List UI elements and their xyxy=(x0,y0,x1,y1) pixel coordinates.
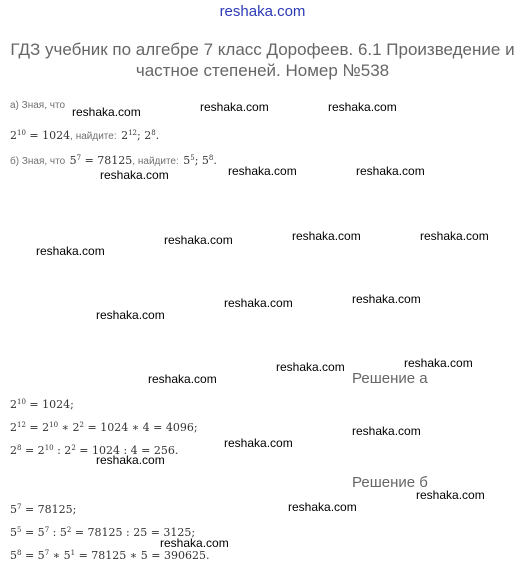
task-b-given: б) Зная, что $5^7 = 78125$, найдите: $5^5$; $5^8$. xyxy=(10,154,217,167)
solution-b-line-2: $5^5 = 5^7$ : $5^2 = 78125$ : 25 = 3125; xyxy=(10,526,196,539)
solution-b-heading: Решение б xyxy=(352,474,428,491)
watermark: reshaka.com xyxy=(292,229,361,243)
watermark: reshaka.com xyxy=(224,296,293,310)
watermark: reshaka.com xyxy=(96,308,165,322)
watermark: reshaka.com xyxy=(36,244,105,258)
solution-a-line-1: $2^{10} = 1024$; xyxy=(10,398,74,411)
task-a-given: $2^{10} = 1024$, найдите: $2^{12}$; $2^8$. xyxy=(10,129,160,142)
watermark: reshaka.com xyxy=(100,168,169,182)
watermark: reshaka.com xyxy=(276,360,345,374)
solution-a-line-2: $2^{12} = 2^{10}$ ∗ $2^2 = 1024$ ∗ 4 = 4096; xyxy=(10,421,198,434)
solution-b-line-1: $5^7 = 78125$; xyxy=(10,503,77,516)
watermark: reshaka.com xyxy=(160,536,229,550)
task-a-prefix: а) Зная, что xyxy=(10,100,66,111)
watermark: reshaka.com xyxy=(164,233,233,247)
solution-a-heading: Решение а xyxy=(352,370,428,387)
watermark: reshaka.com xyxy=(328,100,397,114)
site-brand-link[interactable]: reshaka.com xyxy=(219,3,306,20)
watermark: reshaka.com xyxy=(200,100,269,114)
watermark: reshaka.com xyxy=(404,356,473,370)
watermark: reshaka.com xyxy=(352,292,421,306)
watermark: reshaka.com xyxy=(288,500,357,514)
watermark: reshaka.com xyxy=(352,424,421,438)
watermark: reshaka.com xyxy=(420,229,489,243)
watermark: reshaka.com xyxy=(148,372,217,386)
solution-a-line-3: $2^8 = 2^{10}$ : $2^2 = 1024$ : 4 = 256. xyxy=(10,444,179,457)
watermark: reshaka.com xyxy=(224,436,293,450)
watermark: reshaka.com xyxy=(356,164,425,178)
watermark: reshaka.com xyxy=(96,453,165,467)
solution-b-line-3: $5^8 = 5^7$ ∗ $5^1 = 78125$ ∗ 5 = 390625. xyxy=(10,549,210,562)
watermark: reshaka.com xyxy=(72,105,141,119)
page-title: ГДЗ учебник по алгебре 7 класс Дорофеев. 6.1 Произведение и частное степеней. Номер №538 xyxy=(10,40,515,80)
watermark: reshaka.com xyxy=(228,164,297,178)
watermark: reshaka.com xyxy=(416,488,485,502)
